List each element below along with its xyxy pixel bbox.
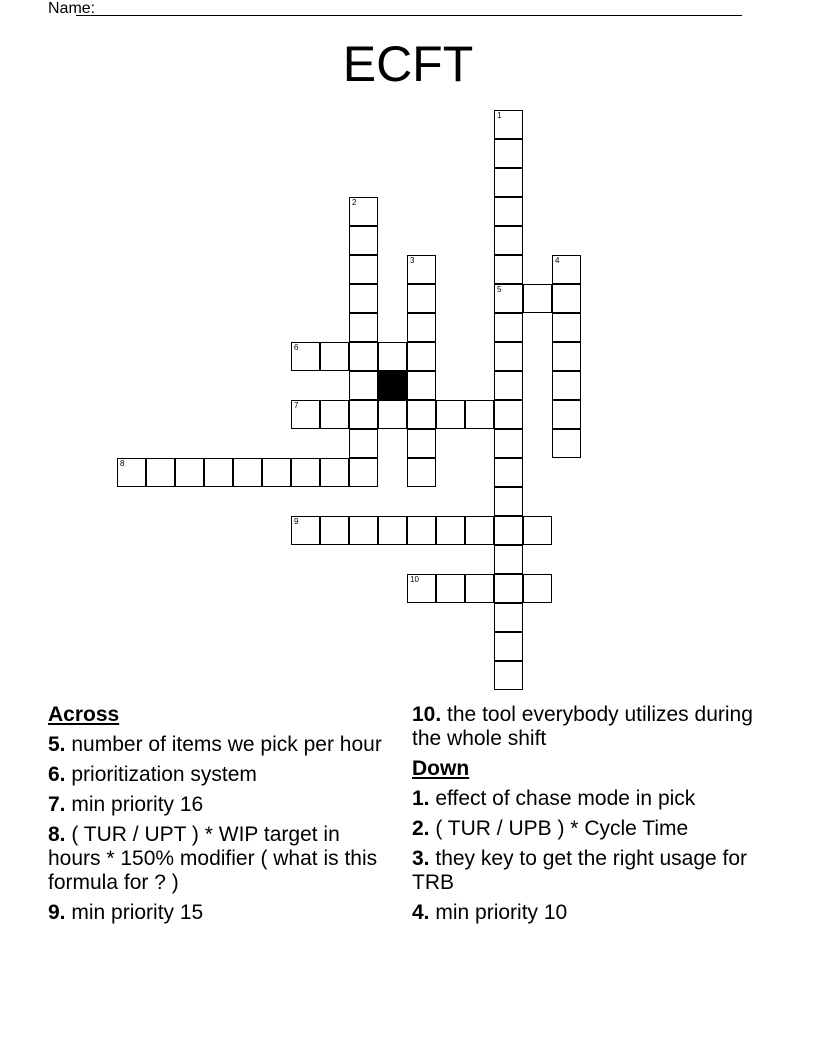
grid-cell[interactable] xyxy=(233,458,262,487)
grid-cell[interactable] xyxy=(291,400,320,429)
clue-across-5: 5. number of items we pick per hour xyxy=(48,733,382,756)
clue-across-8: 8. ( TUR / UPT ) * WIP target in hours * 150% modifier ( what is this formula for ? ) xyxy=(48,823,378,894)
grid-cell[interactable] xyxy=(494,168,523,197)
clue-number: 2 xyxy=(352,198,357,207)
grid-cell[interactable] xyxy=(494,603,523,632)
grid-cell[interactable] xyxy=(494,516,523,545)
grid-cell[interactable] xyxy=(378,516,407,545)
clue-down-2: 2. ( TUR / UPB ) * Cycle Time xyxy=(412,817,689,840)
grid-cell[interactable] xyxy=(494,197,523,226)
grid-cell[interactable] xyxy=(349,226,378,255)
page-title: ECFT xyxy=(342,36,474,92)
grid-cell[interactable] xyxy=(146,458,175,487)
across-heading: Across xyxy=(48,703,120,726)
name-label: Name: xyxy=(48,0,96,17)
clue-number: 1 xyxy=(497,111,502,120)
grid-cell[interactable] xyxy=(552,255,581,284)
grid-cell[interactable] xyxy=(494,661,523,690)
grid-cell[interactable] xyxy=(494,545,523,574)
grid-cell[interactable] xyxy=(436,574,465,603)
grid-cell[interactable] xyxy=(117,458,146,487)
clue-number: 9 xyxy=(294,517,299,526)
grid-cell[interactable] xyxy=(349,429,378,458)
grid-cell[interactable] xyxy=(320,342,349,371)
grid-cell[interactable] xyxy=(494,284,523,313)
grid-cell[interactable] xyxy=(494,429,523,458)
clue-number: 3 xyxy=(410,256,415,265)
grid-cell[interactable] xyxy=(494,487,523,516)
grid-cell[interactable] xyxy=(407,342,436,371)
grid-cell[interactable] xyxy=(523,284,552,313)
clue-number: 8 xyxy=(120,459,125,468)
grid-cell[interactable] xyxy=(349,371,378,400)
grid-cell[interactable] xyxy=(320,400,349,429)
clues-column-left xyxy=(48,703,398,931)
grid-cell[interactable] xyxy=(407,516,436,545)
grid-cell[interactable] xyxy=(494,226,523,255)
grid-cell[interactable] xyxy=(175,458,204,487)
clue-across-7: 7. min priority 16 xyxy=(48,793,204,816)
grid-cell[interactable] xyxy=(465,574,494,603)
grid-cell[interactable] xyxy=(494,632,523,661)
grid-cell[interactable] xyxy=(291,458,320,487)
grid-cell[interactable] xyxy=(349,400,378,429)
grid-cell[interactable] xyxy=(407,255,436,284)
grid-cell[interactable] xyxy=(552,313,581,342)
down-heading: Down xyxy=(412,757,470,780)
clue-across-9: 9. min priority 15 xyxy=(48,901,204,924)
clue-down-1: 1. effect of chase mode in pick xyxy=(412,787,696,810)
grid-cell[interactable] xyxy=(494,458,523,487)
clue-number: 10 xyxy=(410,575,419,584)
grid-cell[interactable] xyxy=(523,574,552,603)
grid-cell[interactable] xyxy=(494,400,523,429)
grid-cell[interactable] xyxy=(436,516,465,545)
grid-cell[interactable] xyxy=(291,516,320,545)
grid-cell[interactable] xyxy=(552,371,581,400)
grid-cell[interactable] xyxy=(552,400,581,429)
grid-cell[interactable] xyxy=(204,458,233,487)
grid-cell[interactable] xyxy=(407,429,436,458)
grid-cell[interactable] xyxy=(494,139,523,168)
grid-cell[interactable] xyxy=(349,197,378,226)
grid-cell[interactable] xyxy=(465,400,494,429)
grid-cell[interactable] xyxy=(349,255,378,284)
grid-cell[interactable] xyxy=(407,458,436,487)
grid-cell[interactable] xyxy=(320,458,349,487)
grid-cell[interactable] xyxy=(349,313,378,342)
clue-number: 5 xyxy=(497,285,502,294)
grid-cell[interactable] xyxy=(407,284,436,313)
grid-cell[interactable] xyxy=(523,516,552,545)
grid-cell[interactable] xyxy=(494,110,523,139)
grid-cell[interactable] xyxy=(494,371,523,400)
grid-cell[interactable] xyxy=(465,516,494,545)
grid-cell[interactable] xyxy=(349,284,378,313)
grid-cell[interactable] xyxy=(407,574,436,603)
grid-cell[interactable] xyxy=(349,516,378,545)
clue-across-10: 10. the tool everybody utilizes during the whole shift xyxy=(412,703,753,750)
grid-cell[interactable] xyxy=(494,342,523,371)
grid-cell[interactable] xyxy=(320,516,349,545)
grid-cell[interactable] xyxy=(378,342,407,371)
clue-number: 4 xyxy=(555,256,560,265)
grid-cell[interactable] xyxy=(494,313,523,342)
clue-number: 6 xyxy=(294,343,299,352)
grid-cell[interactable] xyxy=(436,400,465,429)
grid-cell[interactable] xyxy=(552,284,581,313)
clue-down-3: 3. they key to get the right usage for TRB xyxy=(412,847,748,894)
clue-number: 7 xyxy=(294,401,299,410)
grid-cell[interactable] xyxy=(407,371,436,400)
grid-cell[interactable] xyxy=(349,342,378,371)
clue-down-4: 4. min priority 10 xyxy=(412,901,568,924)
clues-column-right xyxy=(412,703,762,931)
grid-cell[interactable] xyxy=(378,400,407,429)
grid-cell[interactable] xyxy=(552,342,581,371)
grid-cell[interactable] xyxy=(291,342,320,371)
grid-cell[interactable] xyxy=(262,458,291,487)
grid-cell[interactable] xyxy=(407,400,436,429)
clue-across-6: 6. prioritization system xyxy=(48,763,257,786)
grid-cell[interactable] xyxy=(494,574,523,603)
grid-cell[interactable] xyxy=(407,313,436,342)
grid-cell[interactable] xyxy=(349,458,378,487)
grid-cell[interactable] xyxy=(552,429,581,458)
black-cell xyxy=(378,371,407,400)
grid-cell[interactable] xyxy=(494,255,523,284)
